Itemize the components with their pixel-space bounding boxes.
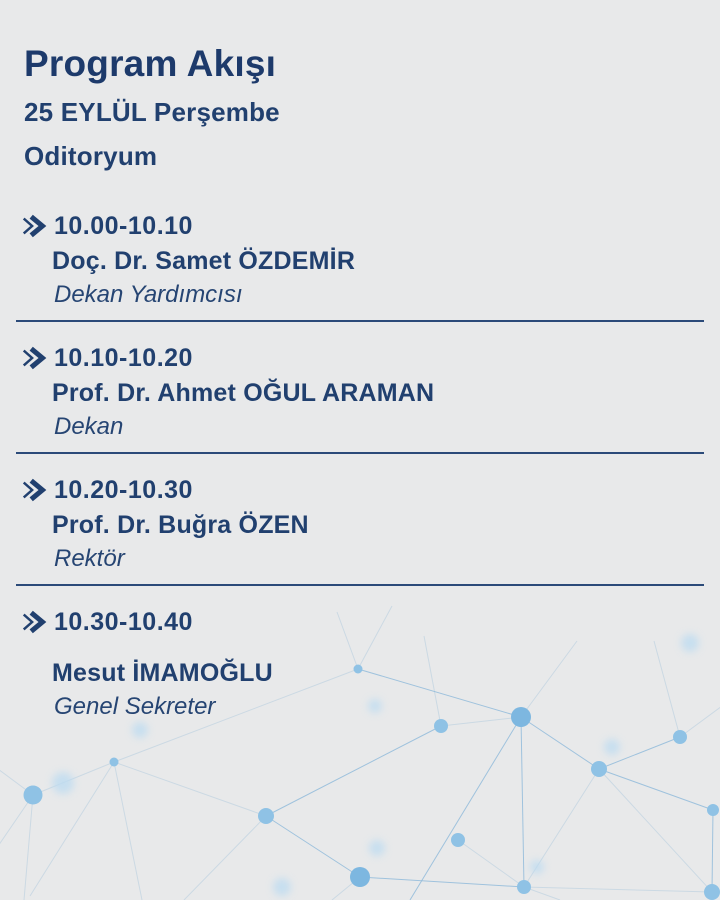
schedule-item — [16, 190, 704, 320]
session-time: 10.30-10.40 — [54, 608, 193, 636]
session-time: 10.00-10.10 — [54, 212, 193, 240]
speaker-role: Dekan Yardımcısı — [54, 281, 243, 308]
speaker-name: Prof. Dr. Ahmet OĞUL ARAMAN — [52, 379, 435, 407]
header — [0, 0, 720, 171]
speaker-role: Genel Sekreter — [54, 693, 216, 720]
session-time: 10.10-10.20 — [54, 344, 193, 372]
schedule-item — [16, 454, 704, 584]
schedule-item — [16, 322, 704, 452]
event-venue: Oditoryum — [24, 141, 158, 171]
speaker-name: Prof. Dr. Buğra ÖZEN — [52, 511, 309, 539]
double-chevron-right-icon — [20, 476, 48, 504]
double-chevron-right-icon — [20, 608, 48, 636]
speaker-role: Rektör — [54, 545, 125, 572]
time-row — [16, 212, 704, 240]
double-chevron-right-icon — [20, 344, 48, 372]
schedule-item — [16, 586, 704, 732]
time-row — [16, 608, 704, 636]
double-chevron-right-icon — [20, 212, 48, 240]
speaker-name: Doç. Dr. Samet ÖZDEMİR — [52, 247, 356, 275]
event-date: 25 EYLÜL Perşembe — [24, 97, 280, 127]
page-title: Program Akışı — [24, 43, 277, 84]
speaker-role: Dekan — [54, 413, 124, 440]
session-time: 10.20-10.30 — [54, 476, 193, 504]
schedule-list — [0, 190, 720, 732]
time-row — [16, 476, 704, 504]
speaker-name: Mesut İMAMOĞLU — [52, 659, 273, 687]
time-row — [16, 344, 704, 372]
